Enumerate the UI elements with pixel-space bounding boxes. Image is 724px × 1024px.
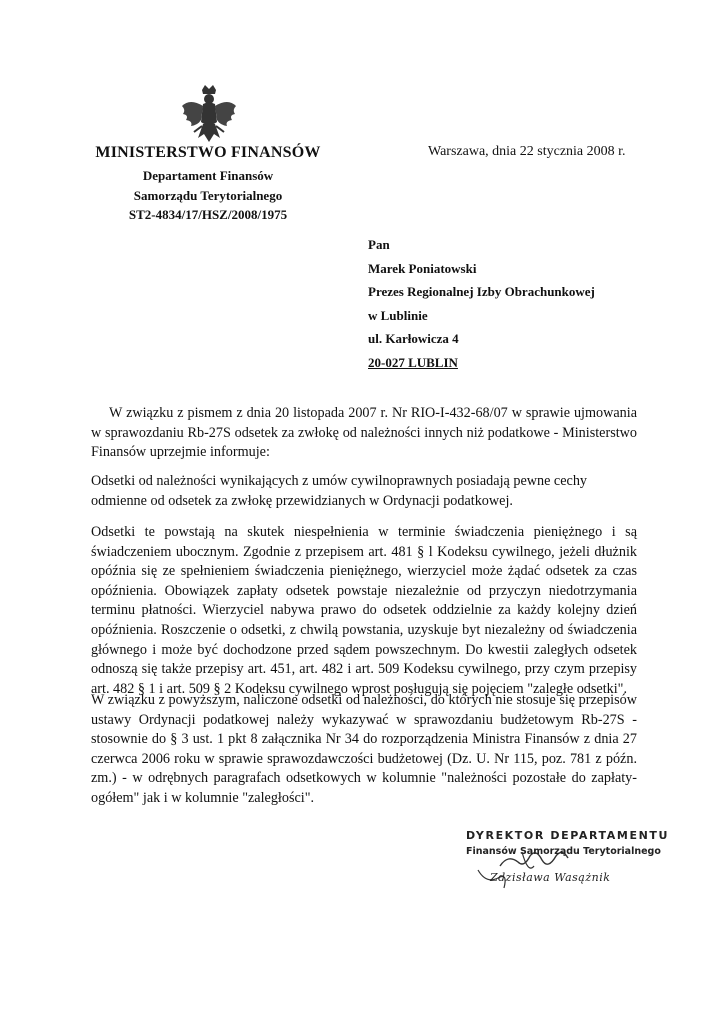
addressee-street: ul. Karłowicza 4	[368, 331, 459, 347]
body-paragraph-2: Odsetki od należności wynikających z umów cywilnoprawnych posiadają pewne cechy odmienne od odsetek za zwłokę przewidzianych w Ordynacji podatkowej.	[91, 473, 588, 509]
reference-number: ST2-4834/17/HSZ/2008/1975	[128, 207, 288, 222]
addressee-salutation: Pan	[368, 237, 390, 252]
addressee-name: Marek Poniatowski	[368, 260, 477, 276]
addressee-position: Prezes Regionalnej Izby Obrachunkowej	[368, 284, 595, 300]
department-subname: Samorządu Terytorialnego	[133, 187, 283, 203]
letter-date: Warszawa, dnia 22 stycznia 2008 r.	[428, 144, 626, 159]
addressee-postal: 20-027 LUBLIN	[368, 354, 458, 370]
signature-stamp-department: Finansów Samorządu Terytorialnego	[466, 846, 661, 857]
ministry-name: MINISTERSTWO FINANSÓW	[95, 144, 321, 161]
department-block	[88, 166, 328, 225]
addressee-block	[368, 233, 595, 375]
signatory-name: Zdzisława Wasążnik	[490, 871, 611, 884]
polish-eagle-emblem-icon	[180, 84, 238, 148]
department-name: Departament Finansów	[142, 168, 274, 183]
addressee-city: w Lublinie	[368, 307, 428, 323]
body-paragraph-3: Odsetki te powstają na skutek niespełnienia w terminie świadczenia pieniężnego i są świadczeniem ubocznym. Zgodnie z przepisem art. 481 § l Kodeksu cywilnego, jeżeli dłużnik opóźnia się ze spełnieniem świadczenia pieniężnego, wierzyciel może żądać odsetek za czas opóźnienia. Obowiązek zapłaty odsetek powstaje niezależnie od przyczyn niedotrzymania terminu płatności. Wierzyciel nabywa prawo do odsetek oddzielnie za każdy kolejny dzień opóźnienia. Roszczenie o odsetki, z chwilą powstania, uzyskuje byt niezależny od świadczenia głównego i może być dochodzone przed sądem powszechnym. Do kwestii zaległych odsetek odnoszą się także przepisy art. 451, art. 482 i art. 509 Kodeksu cywilnego, przy czym przepisy art. 482 § 1 i art. 509 § 2 Kodeksu cywilnego wprost posługują się pojęciem "zaległe odsetki".	[91, 524, 637, 697]
signature-stamp-title: DYREKTOR DEPARTAMENTU	[466, 829, 670, 842]
body-paragraph-1: W związku z pismem z dnia 20 listopada 2007 r. Nr RIO-I-432-68/07 w sprawie ujmowania w sprawozdaniu Rb-27S odsetek za zwłokę od należności innych niż podatkowe - Ministerstwo Finansów uprzejmie informuje:	[91, 405, 637, 461]
body-paragraph-4: W związku z powyższym, naliczone odsetki od należności, do których nie stosuje się przepisów ustawy Ordynacji podatkowej należy wykazywać w sprawozdaniu budżetowym Rb-27S - stosownie do § 3 ust. 1 pkt 8 załącznika Nr 34 do rozporządzenia Ministra Finansów z dnia 27 czerwca 2006 roku w sprawie sprawozdawczości budżetowej (Dz. U. Nr 115, poz. 781 z późn. zm.) - w odrębnych paragrafach odsetkowych w kolumnie "należności pozostałe do zapłaty-ogółem" jak i w kolumnie "zaległości".	[91, 692, 637, 806]
